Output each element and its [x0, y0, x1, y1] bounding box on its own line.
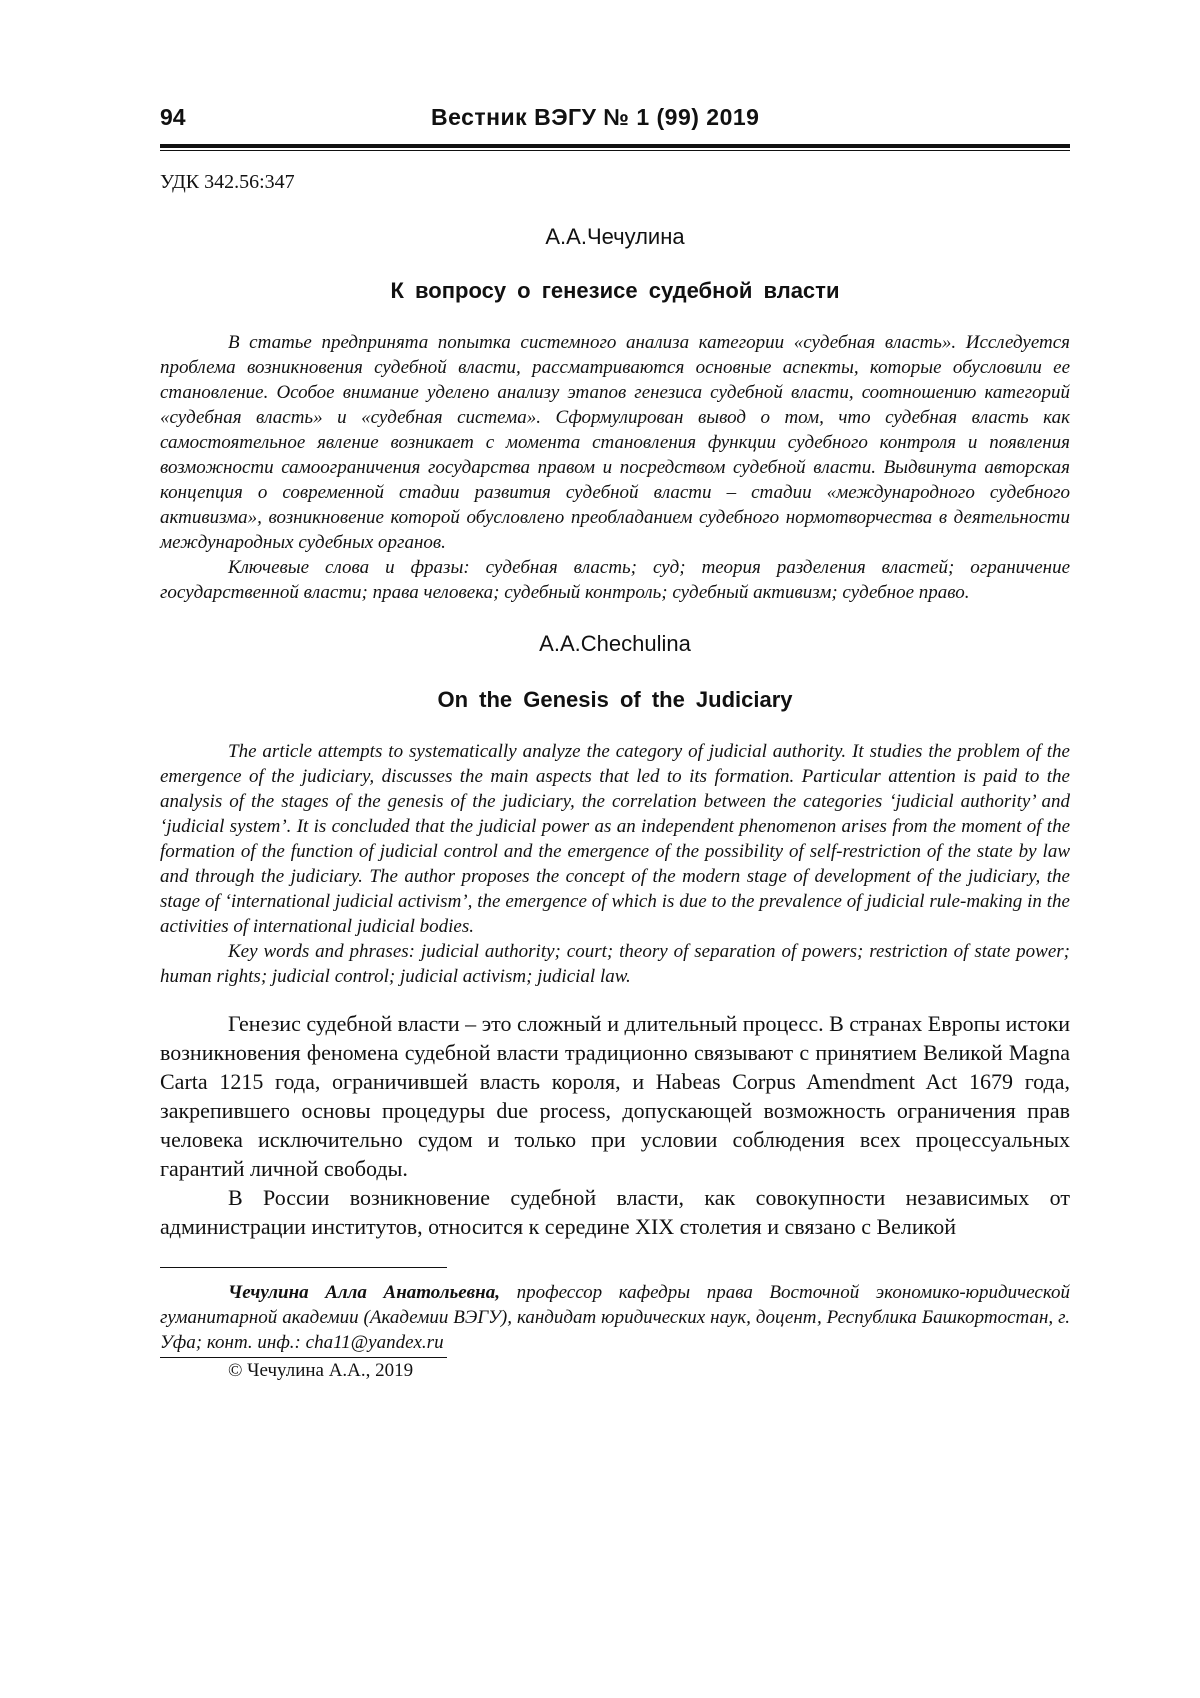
body-paragraph-2: В России возникновение судебной власти, как совокупности независимых от администрации институтов, относится к середине XIX столетия и связано с Великой [160, 1185, 1070, 1239]
author-en: A.A.Chechulina [539, 631, 691, 656]
page-number: 94 [160, 104, 186, 130]
article-title-en: On the Genesis of the Judiciary [437, 687, 793, 712]
author-footnote [160, 1280, 1070, 1355]
footnote-author-name: Чечулина Алла Анатольевна, [228, 1282, 500, 1303]
keywords-en: Key words and phrases: judicial authority; court; theory of separation of powers; restriction of state power; human rights; judicial control; judicial activism; judicial law. [160, 941, 1070, 987]
footnote-rule [160, 1267, 447, 1268]
running-header [160, 100, 1070, 134]
udc-code: УДК 342.56:347 [160, 171, 295, 193]
journal-title: Вестник ВЭГУ № 1 (99) 2019 [431, 104, 760, 130]
copyright-notice: © Чечулина А.А., 2019 [228, 1360, 414, 1381]
journal-page [160, 100, 1070, 1382]
body-paragraph-1: Генезис судебной власти – это сложный и длительный процесс. В странах Европы истоки возникновения феномена судебной власти традиционно связывают с принятием Великой Magna Carta 1215 года, ограничившей власть короля, и Habeas Corpus Amendment Act 1679 года, закрепившего основы процедуры due process, допускающей возможность ограничения прав человека исключительно судом и только при условии соблюдения всех процессуальных гарантий личной свободы. [160, 1011, 1070, 1181]
author-ru: А.А.Чечулина [545, 224, 685, 249]
abstract-ru: В статье предпринята попытка системного анализа категории «судебная власть». Исследуется проблема возникновения судебной власти, рассматриваются основные аспекты, которые обусловили ее становление. Особое внимание уделено анализу этапов генезиса судебной власти, соотношению категорий «судебная власть» и «судебная система». Сформулирован вывод о том, что судебная власть как самостоятельное явление возникает с момента становления функции судебного контроля и появления возможности самоограничения государства правом и посредством судебной власти. Выдвинута авторская концепция о современной стадии развития судебной власти – стадии «международного судебного активизма», возникновение которой обусловлено преобладанием судебного нормотворчества в деятельности международных судебных органов. [160, 332, 1070, 553]
abstract-en: The article attempts to systematically analyze the category of judicial authority. It studies the problem of the emergence of the judiciary, discusses the main aspects that led to its formation. Particular attention is paid to the analysis of the stages of the genesis of the judiciary, the correlation between the categories ‘judicial authority’ and ‘judicial system’. It is concluded that the judicial power as an independent phenomenon arises from the moment of the formation of the function of judicial control and the emergence of the possibility of self-restriction of the state by law and through the judiciary. The author proposes the concept of the modern stage of development of the judiciary, the stage of ‘international judicial activism’, the emergence of which is due to the prevalence of judicial rule-making in the activities of international judicial bodies. [160, 741, 1070, 937]
article-title-ru: К вопросу о генезисе судебной власти [390, 278, 840, 303]
copyright-rule [160, 1357, 447, 1358]
keywords-ru: Ключевые слова и фразы: судебная власть; суд; теория разделения властей; ограничение государственной власти; права человека; судебный контроль; судебный активизм; судебное право. [160, 557, 1070, 603]
header-rule [160, 144, 1070, 151]
footnote-author-info: профессор кафедры права Восточной экономико-юридической гуманитарной академии (Академии ВЭГУ), кандидат юридических наук, доцент, Республика Башкортостан, г. Уфа; конт. инф.: cha11@yandex.ru [160, 1282, 1071, 1353]
